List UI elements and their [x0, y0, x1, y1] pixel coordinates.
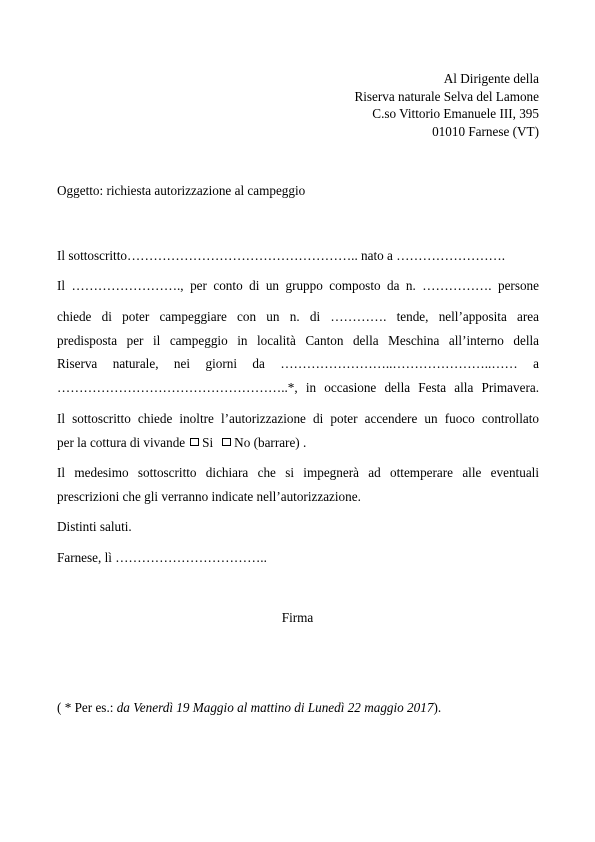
body-line-1: Il sottoscritto…………………………………………….. nato a ……………………. [57, 248, 505, 263]
subject-line: Oggetto: richiesta autorizzazione al campeggio [57, 183, 306, 198]
footnote-open: ( * Per es.: [57, 700, 117, 715]
checkbox-si-label: Si [202, 435, 214, 450]
checkbox-no-label: No (barrare) . [234, 435, 307, 450]
closing-greeting: Distinti saluti. [57, 519, 132, 534]
signature-label: Firma [281, 610, 314, 625]
body-line-3: chiede di poter campeggiare con un n. di …………. tende, nell’apposita area [57, 309, 539, 324]
checkbox-si[interactable] [190, 438, 199, 446]
body-line-6: ……………………………………………..*, in occasione della Festa alla Primavera. [57, 380, 539, 395]
vivande-text: per la cottura di vivande [57, 435, 186, 450]
checkbox-no[interactable] [222, 438, 231, 446]
body-line-10: prescrizioni che gli verranno indicate nell’autorizzazione. [57, 489, 361, 504]
footnote-example: da Venerdì 19 Maggio al mattino di Lunedì 22 maggio 2017 [116, 700, 434, 715]
recipient-line-3: C.so Vittorio Emanuele III, 395 [372, 106, 539, 121]
footnote-close: ). [433, 700, 442, 715]
body-line-5: Riserva naturale, nei giorni da ……………………..…………………..…… a [57, 356, 539, 371]
recipient-line-1: Al Dirigente della [443, 71, 539, 86]
body-line-9: Il medesimo sottoscritto dichiara che si impegnerà ad ottemperare alle eventuali [57, 465, 539, 480]
footnote [57, 700, 539, 716]
body-line-2: Il ……………………., per conto di un gruppo composto da n. ……………. persone [57, 278, 539, 293]
body-line-7: Il sottoscritto chiede inoltre l’autorizzazione di poter accendere un fuoco controllato [57, 411, 539, 426]
recipient-line-4: 01010 Farnese (VT) [432, 123, 539, 139]
body-line-4: predisposta per il campeggio in località Canton della Meschina all’interno della [57, 333, 539, 348]
body-line-8 [57, 435, 539, 451]
recipient-line-2: Riserva naturale Selva del Lamone [354, 88, 539, 104]
recipient-address [354, 70, 539, 140]
place-date: Farnese, lì …………………………….. [57, 550, 267, 565]
